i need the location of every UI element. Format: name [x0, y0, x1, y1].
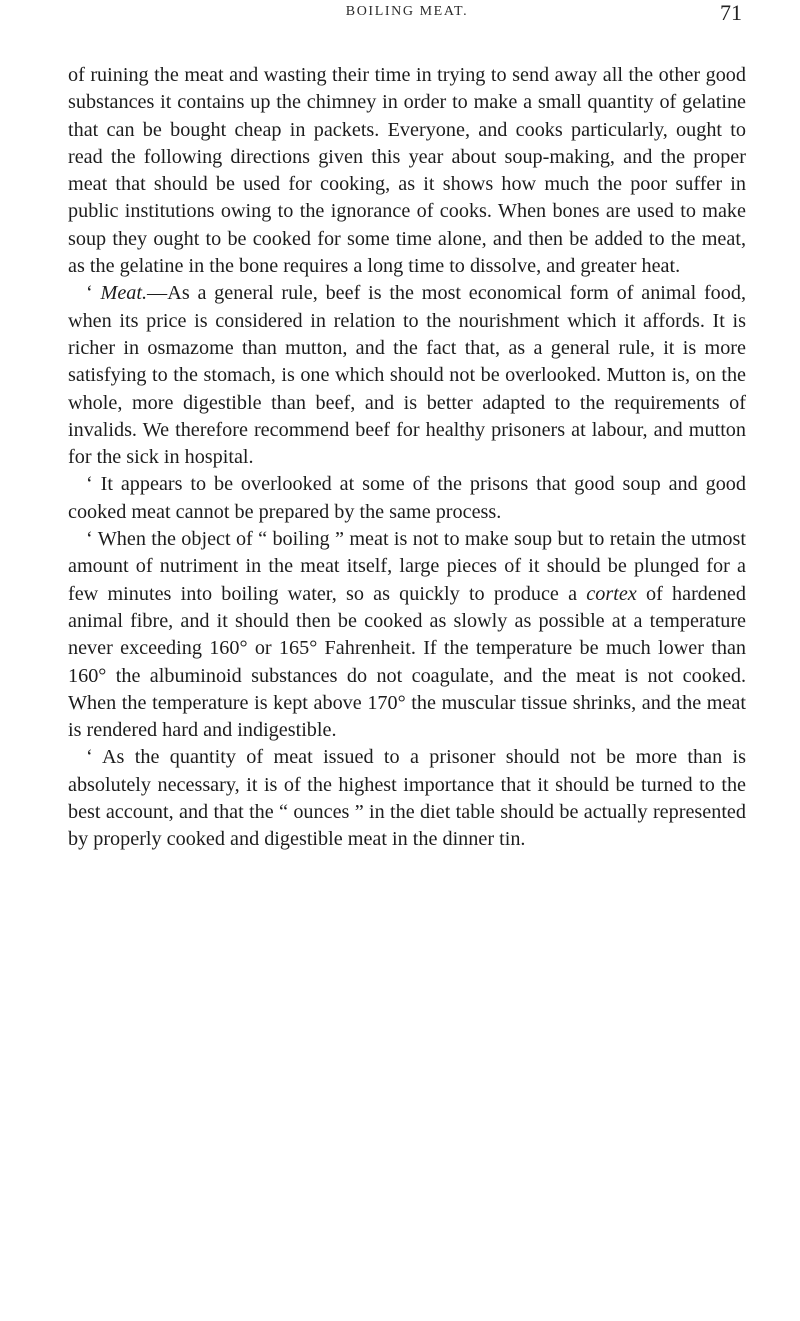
- paragraph-intro: [68, 62, 746, 280]
- italic-term-cortex: cortex: [586, 582, 637, 605]
- italic-heading-meat: Meat.: [100, 282, 148, 305]
- text-run: of ruining the meat and wasting their time in trying to send away all the other good substances it contains up the chimney in order to make a small quantity of gelatine that can be bought cheap in packets. Everyone, and cooks particularly, ought to read the following directions given this year about soup-making, and the proper meat that should be used for cooking, as it shows how much the poor suffer in public institutions owing to the ignorance of cooks. When bones are used to make soup they ought to be cooked for some time alone, and then be added to the meat, as the gelatine in the bone requires a long time to dissolve, and greater heat.: [68, 64, 746, 278]
- text-run: ‘ When the object of “ boiling ” meat is not to make soup but to retain the utmost amount of nutriment in the meat itself, large pieces of it should be plunged for a few minutes into boiling water, so as quickly to produce a: [68, 528, 746, 605]
- text-run: ‘: [86, 282, 101, 305]
- paragraph-meat: [68, 280, 746, 471]
- paragraph-overlooked: [68, 471, 746, 526]
- running-head: [68, 0, 746, 40]
- running-title: BOILING MEAT.: [345, 4, 469, 19]
- text-run: —As a general rule, beef is the most economical form of animal food, when its price is considered in relation to the nourishment which it affords. It is richer in osmazome than mutton, and the fact that, as a general rule, it is more satisfying to the stomach, is one which should not be overlooked. Mutton is, on the whole, more digestible than beef, and is better adapted to the requirements of invalids. We therefore recommend beef for healthy prisoners at labour, and mutton for the sick in hospital.: [68, 282, 747, 469]
- body-text: [68, 62, 746, 854]
- paragraph-quantity: [68, 744, 746, 853]
- text-run: of hardened animal fibre, and it should then be cooked as slowly as possible at a temperature never exceeding 160° or 165° Fahrenheit. If the temperature be much lower than 160° the albuminoid substances do not coagulate, and the meat is not cooked. When the temperature is kept above 170° the muscular tissue shrinks, and the meat is rendered hard and indigestible.: [68, 582, 746, 742]
- text-run: ‘ As the quantity of meat issued to a prisoner should not be more than is absolutely necessary, it is of the highest importance that it should be turned to the best account, and that the “ ounces ” in the diet table should be actually represented by properly cooked and digestible meat in the dinner tin.: [68, 746, 746, 851]
- paragraph-boiling: [68, 526, 746, 744]
- page-number: 71: [720, 0, 742, 25]
- text-run: ‘ It appears to be overlooked at some of the prisons that good soup and good cooked meat cannot be prepared by the same process.: [68, 473, 746, 523]
